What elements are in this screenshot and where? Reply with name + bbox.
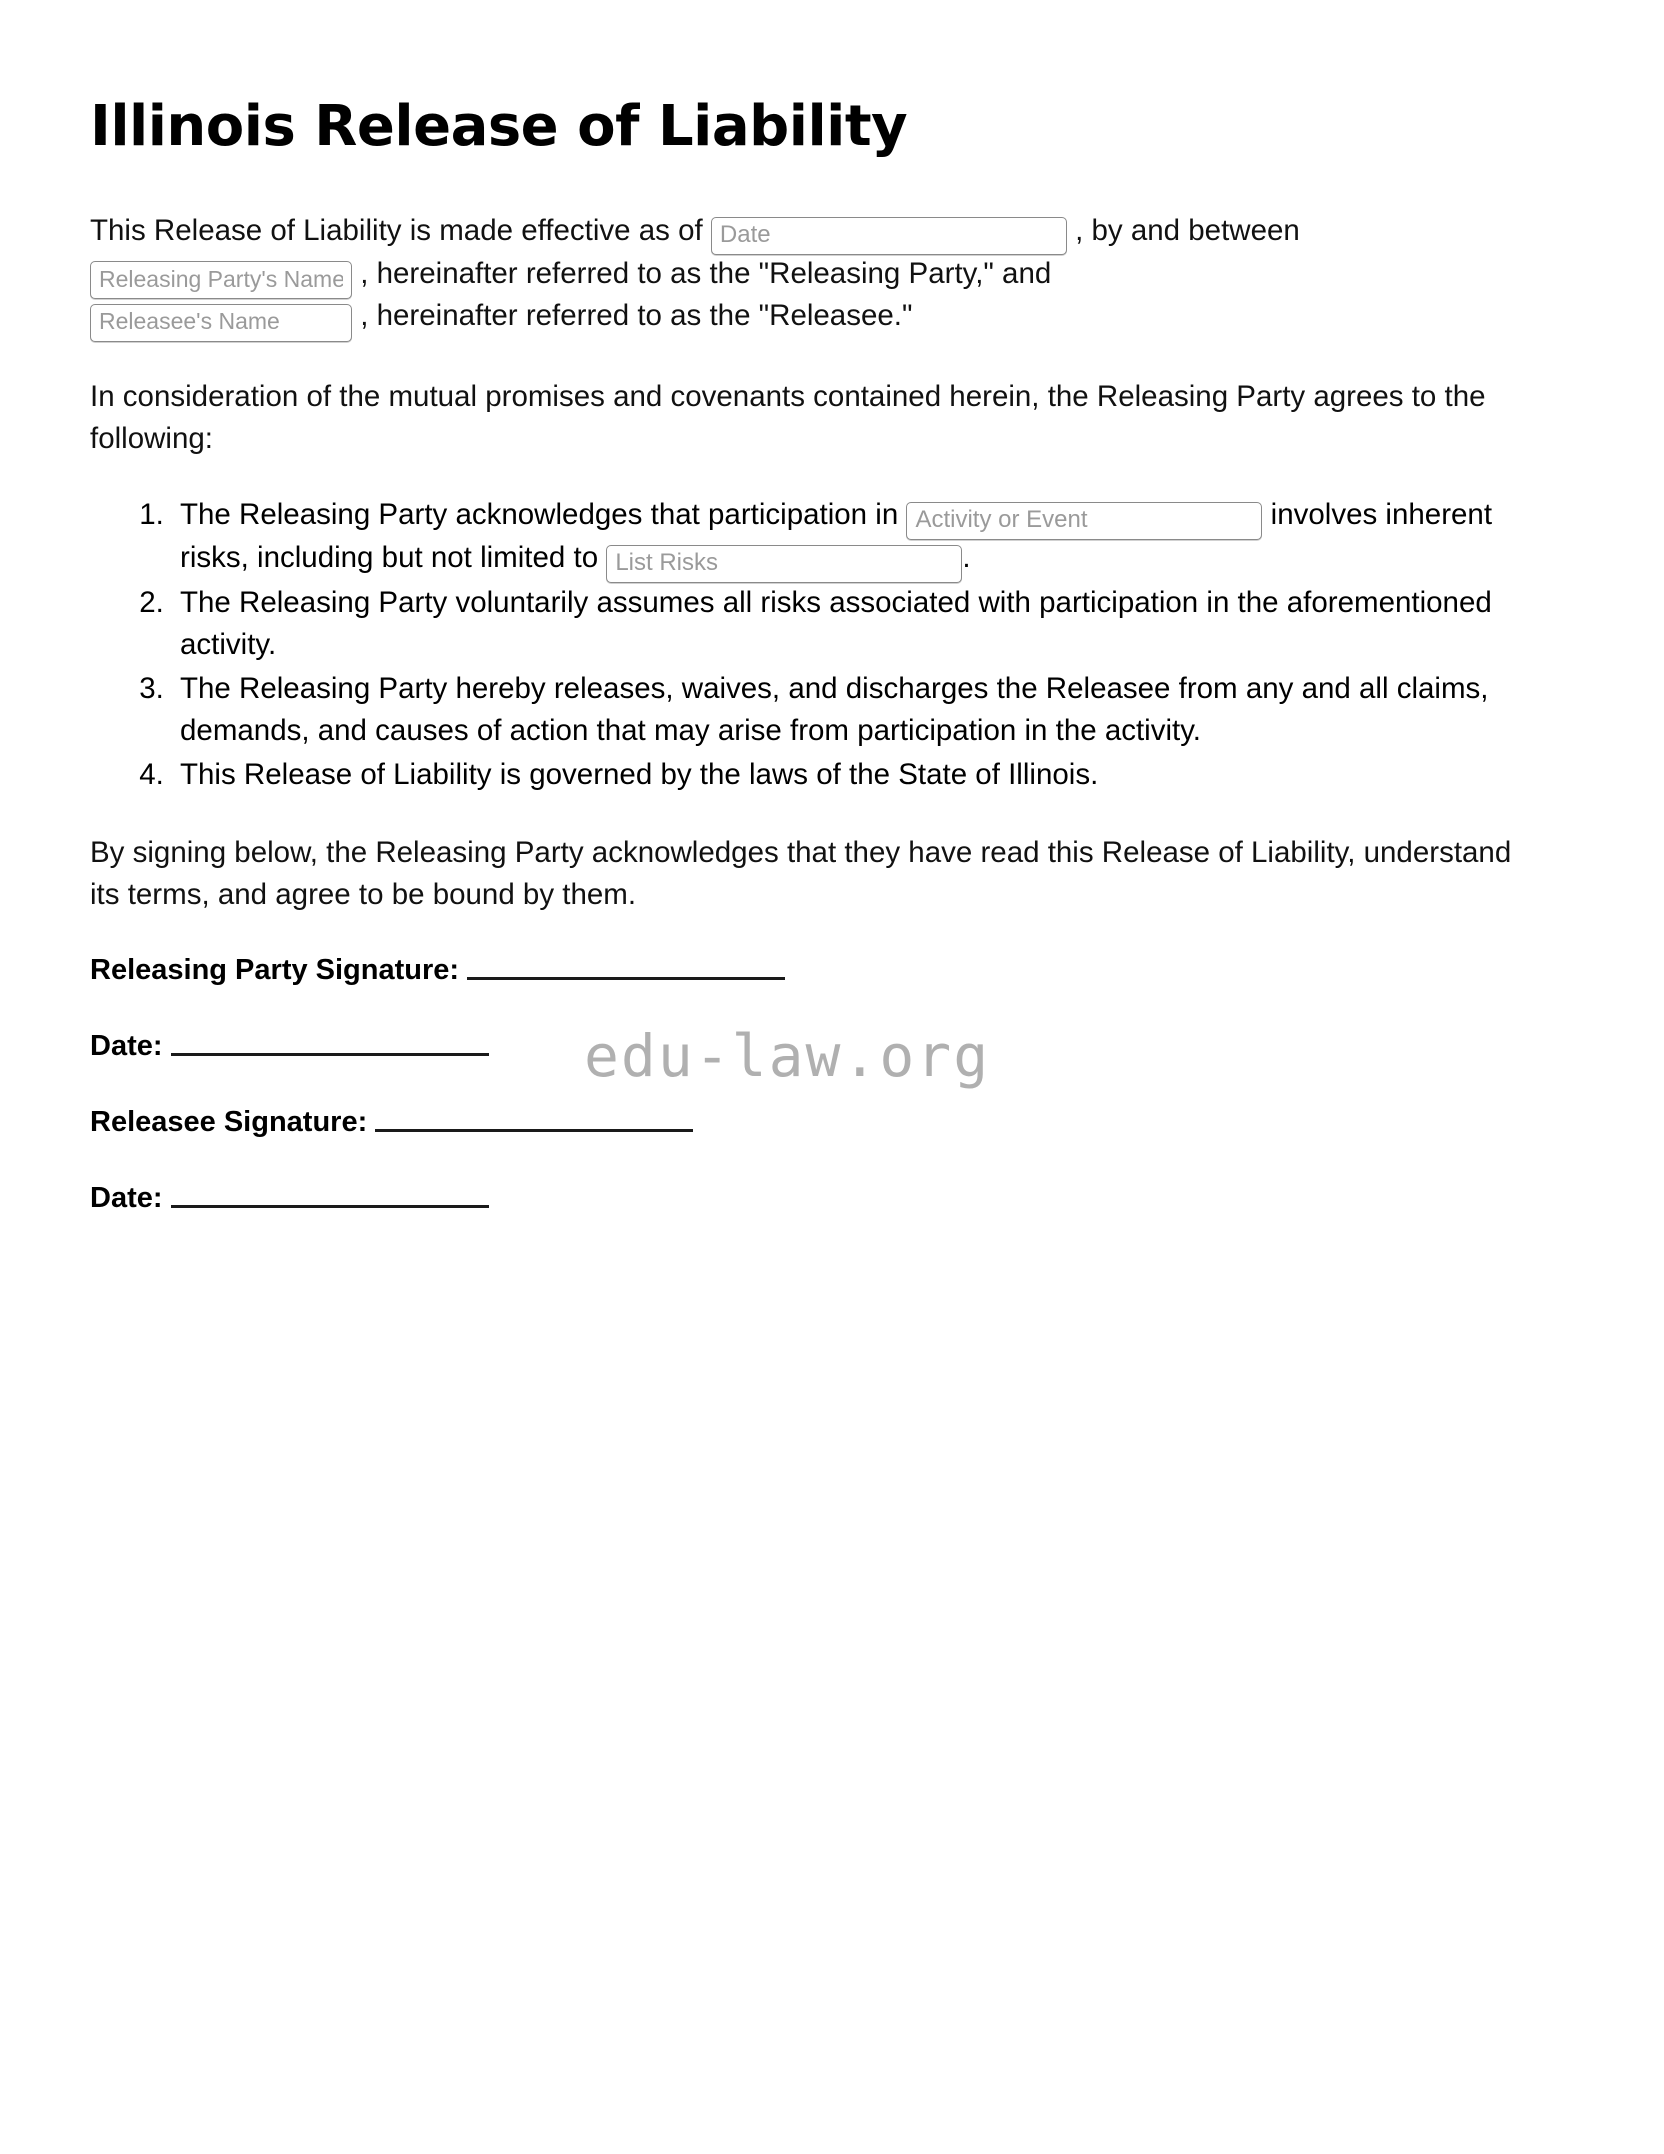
intro-text-segment-2: , by and between (1075, 213, 1300, 247)
releasing-party-date-label: Date: (90, 1029, 163, 1062)
releasee-signature-label: Releasee Signature: (90, 1105, 368, 1138)
term-1-text-part-3: . (962, 540, 971, 574)
consideration-paragraph: In consideration of the mutual promises and covenants contained herein, the Releasing Party agrees to the following: (90, 379, 1486, 455)
releasee-name-input[interactable] (90, 304, 352, 342)
intro-text-segment-4: , hereinafter referred to as the "Releasee." (360, 299, 913, 333)
releasee-date-row (90, 1178, 1554, 1218)
releasing-party-date-row (90, 1026, 1554, 1066)
intro-paragraph (90, 210, 1530, 338)
intro-text-segment-1: This Release of Liability is made effective as of (90, 213, 703, 247)
term-1-text-part-2: involves inherent risks, including but not limited to (180, 497, 1493, 574)
releasing-party-signature-row (90, 950, 1554, 990)
page-title: Illinois Release of Liability (90, 94, 908, 159)
list-risks-input[interactable] (606, 545, 962, 583)
releasing-party-signature-label: Releasing Party Signature: (90, 953, 460, 986)
releasee-date-line[interactable] (171, 1205, 489, 1208)
acknowledgment-paragraph: By signing below, the Releasing Party acknowledges that they have read this Release of Liability, understand its terms, and agree to be bound by them. (90, 835, 1512, 911)
terms-list (90, 494, 1554, 796)
releasing-party-date-line[interactable] (171, 1053, 489, 1056)
releasing-party-name-input[interactable] (90, 261, 352, 299)
terms-list-item-1 (172, 494, 1554, 580)
terms-list-item-2: 2. The Releasing Party voluntarily assumes all risks associated with participation in the aforementioned activity. (172, 582, 1554, 666)
terms-list-item-4: 4. This Release of Liability is governed by the laws of the State of Illinois. (172, 754, 1554, 796)
intro-text-segment-3: , hereinafter referred to as the "Releasing Party," and (360, 256, 1052, 290)
activity-or-event-input[interactable] (906, 502, 1262, 540)
releasee-signature-line[interactable] (375, 1129, 693, 1132)
releasee-signature-row (90, 1102, 1554, 1142)
releasing-party-signature-line[interactable] (467, 977, 785, 980)
term-1-text-part-1: The Releasing Party acknowledges that participation in (180, 497, 899, 531)
releasee-date-label: Date: (90, 1181, 163, 1214)
date-input[interactable] (711, 217, 1067, 255)
site-watermark: edu-law.org (584, 1022, 991, 1090)
terms-list-item-3: 3. The Releasing Party hereby releases, waives, and discharges the Releasee from any and all claims, demands, and causes of action that may arise from participation in the activity. (172, 668, 1554, 752)
signature-block (90, 950, 1554, 1218)
